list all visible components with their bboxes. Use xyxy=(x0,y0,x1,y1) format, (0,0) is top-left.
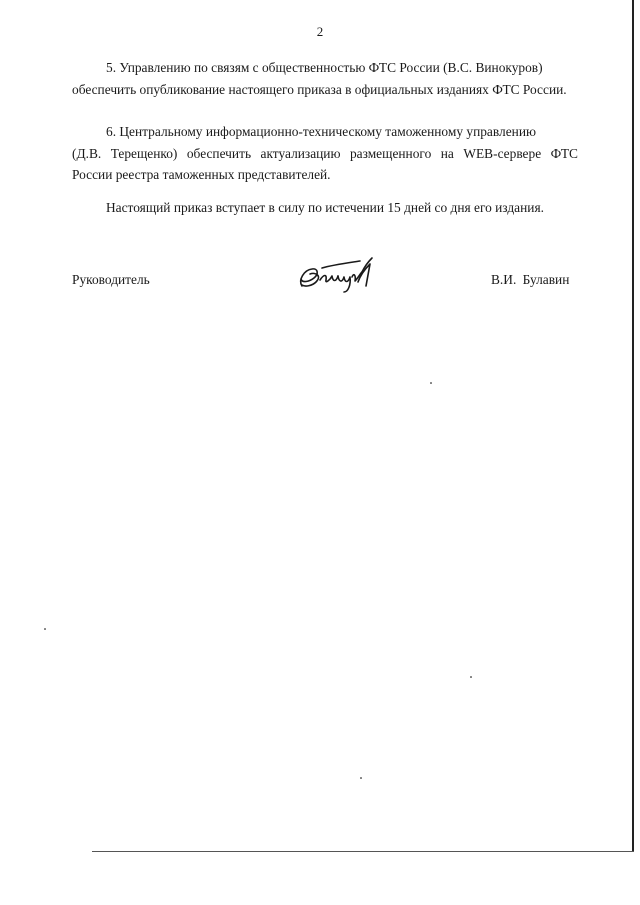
paragraph-5-first-line: 5. Управлению по связям с общественностью ФТС России (В.С. Винокуров) xyxy=(106,60,543,75)
scan-speck xyxy=(470,676,472,678)
handwritten-signature-icon xyxy=(292,252,384,294)
paragraph-5-rest: обеспечить опубликование настоящего приказа в официальных изданиях ФТС России. xyxy=(72,81,567,97)
scan-right-border xyxy=(632,0,634,852)
signatory-role: Руководитель xyxy=(72,272,150,287)
effective-date-paragraph: Настоящий приказ вступает в силу по истечении 15 дней со дня его издания. xyxy=(106,200,544,215)
paragraph-5 xyxy=(72,57,578,100)
scan-bottom-line xyxy=(92,851,634,852)
paragraph-6-first-line: 6. Центральному информационно-техническому таможенному управлению xyxy=(106,124,536,139)
paragraph-6 xyxy=(72,121,578,186)
paragraph-6-rest: (Д.В. Терещенко) обеспечить актуализацию размещенного на WEB-сервере ФТС России реестра таможенных представителей. xyxy=(72,145,578,182)
scan-speck xyxy=(44,628,46,630)
scan-speck xyxy=(430,382,432,384)
scan-speck xyxy=(360,777,362,779)
signatory-name: В.И. Булавин xyxy=(491,272,570,287)
page-number: 2 xyxy=(316,24,324,39)
